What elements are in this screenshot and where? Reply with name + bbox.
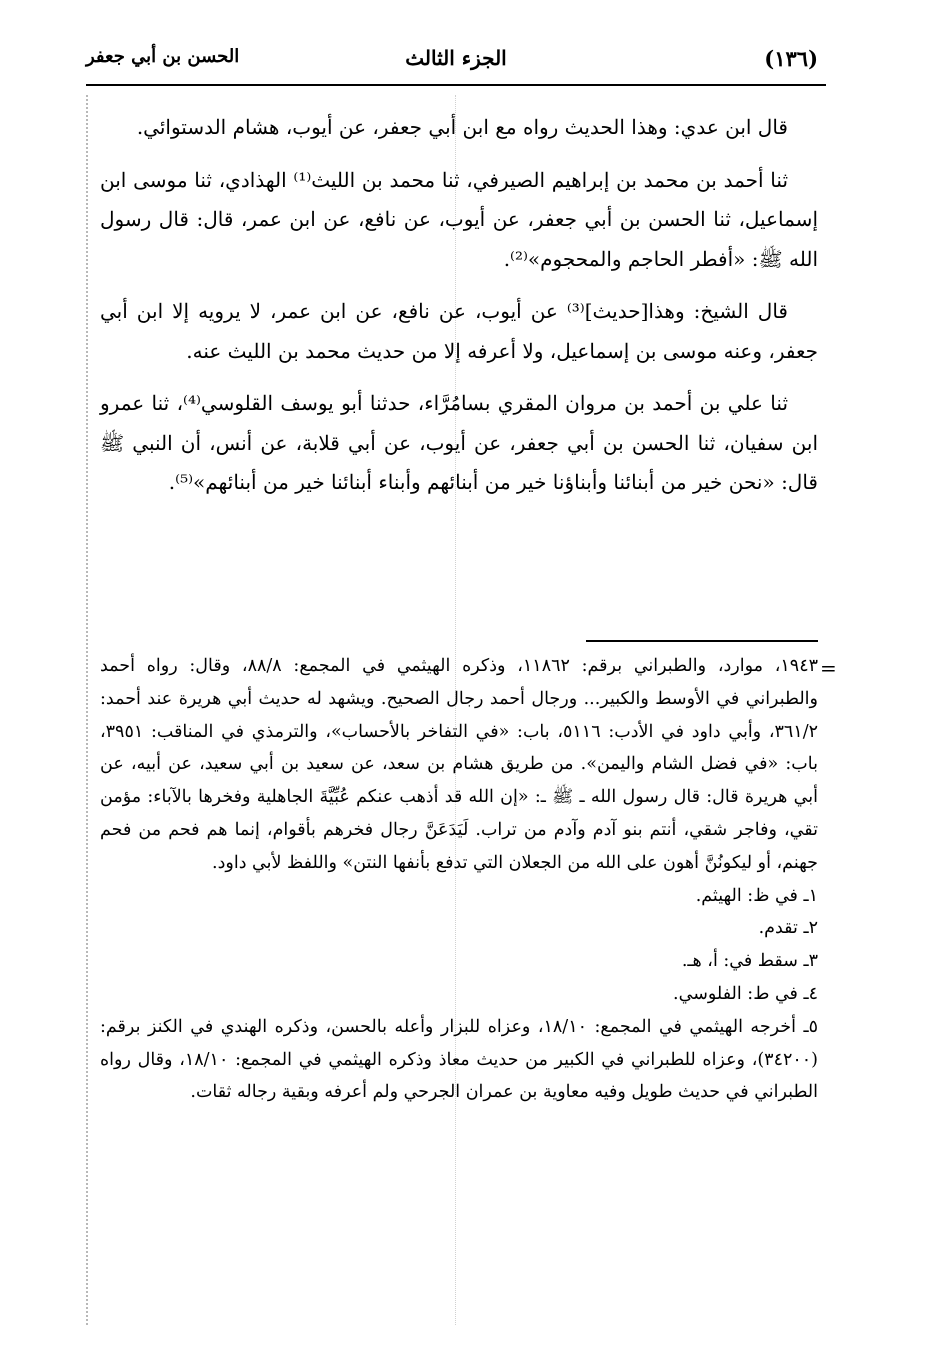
volume-title: الجزء الثالث <box>405 46 507 70</box>
footnote-item: ٣ـ سقط في: أ، هـ. <box>681 951 818 972</box>
footnote-item: ٢ـ تقدم. <box>758 918 818 939</box>
footnote-continuation-mark: = <box>820 656 837 680</box>
paragraph: قال ابن عدي: وهذا الحديث رواه مع ابن أبي جعفر، عن أيوب، هشام الدستوائي. <box>136 115 788 139</box>
footnote-item: ٥ـ أخرجه الهيثمي في المجمع: ١٨/١٠، وعزاه للبزار وأعله بالحسن، وذكره الهندي في الكنز برقم: (٣٤٢٠٠)، وعزاه للطبراني في الكبير من حديث معاذ وذكره الهيثمي في المجمع: ١٨/١٠، وقال رواه الطبراني في حديث طويل وفيه معاوية بن عمران الجرحي ولم أعرفه وبقية رجاله ثقات. <box>100 1016 819 1103</box>
running-header <box>86 42 826 86</box>
paragraph: ثنا أحمد بن محمد بن إبراهيم الصيرفي، ثنا محمد بن الليث⁽¹⁾ الهذادي، ثنا موسى ابن إسماعيل، ثنا الحسن بن أبي جعفر، عن أيوب، عن نافع، عن ابن عمر، قال: قال رسول الله ﷺ: «أفطر الحاجم والمحجوم»⁽²⁾. <box>100 167 818 271</box>
paragraph: ثنا علي بن أحمد بن مروان المقري بسامُرَّاء، حدثنا أبو يوسف القلوسي⁽⁴⁾، ثنا عمرو ابن سفيان، ثنا الحسن بن أبي جعفر، عن أيوب، عن أبي قلابة، عن أنس، أن النبي ﷺ قال: «نحن خير من أبنائنا وأبناؤنا خير من أبنائهم وأبناء أبنائنا خير من أبنائهم»⁽⁵⁾. <box>100 391 818 494</box>
footnote-item: ١٩٤٣، موارد، والطبراني برقم: ١١٨٦٢، وذكره الهيثمي في المجمع: ٨٨/٨، وقال: رواه أحمد والطبراني في الأوسط والكبير... ورجال أحمد رجال الصحيح. ويشهد له حديث أبي هريرة عند أحمد: ٣٦١/٢، وأبي داود في الأدب: ٥١١٦، باب: «في التفاخر بالأحساب»، والترمذي في المناقب: ٣٩٥١، باب: «في فضل الشام واليمن». من طريق هشام بن سعد، عن سعيد بن أبي سعيد، عن أبيه، عن أبي هريرة قال: قال رسول الله ـ ﷺ ـ: «إن الله قد أذهب عنكم عُبِّيَّةَ الجاهلية وفخرها بالآباء: مؤمن تقي، وفاجر شقي، أنتم بنو آدم وآدم من تراب. لَيَدَعَنَّ رجال فخرهم بأقوام، إنما هم فحم من فحم جهنم، أو ليكونُنَّ أهون على الله من الجعلان التي تدفع بأنفها النتن» واللفظ لأبي داود. <box>100 656 818 873</box>
footnote-item: ٤ـ في ط: الفلوسي. <box>673 983 818 1004</box>
footnotes <box>100 650 818 1109</box>
footnote-separator <box>586 640 818 642</box>
page-number: (١٣٦) <box>764 46 818 71</box>
chapter-title: الحسن بن أبي جعفر <box>86 46 240 67</box>
main-text <box>100 108 818 516</box>
footnote-item: ١ـ في ظ: الهيثم. <box>695 885 818 906</box>
margin-dotted-line <box>86 95 88 1325</box>
paragraph: قال الشيخ: وهذا[حديث]⁽³⁾ عن أيوب، عن نافع، عن ابن عمر، لا يرويه إلا ابن أبي جعفر، وعنه موسى بن إسماعيل، ولا أعرفه إلا من حديث محمد بن الليث عنه. <box>100 299 818 363</box>
